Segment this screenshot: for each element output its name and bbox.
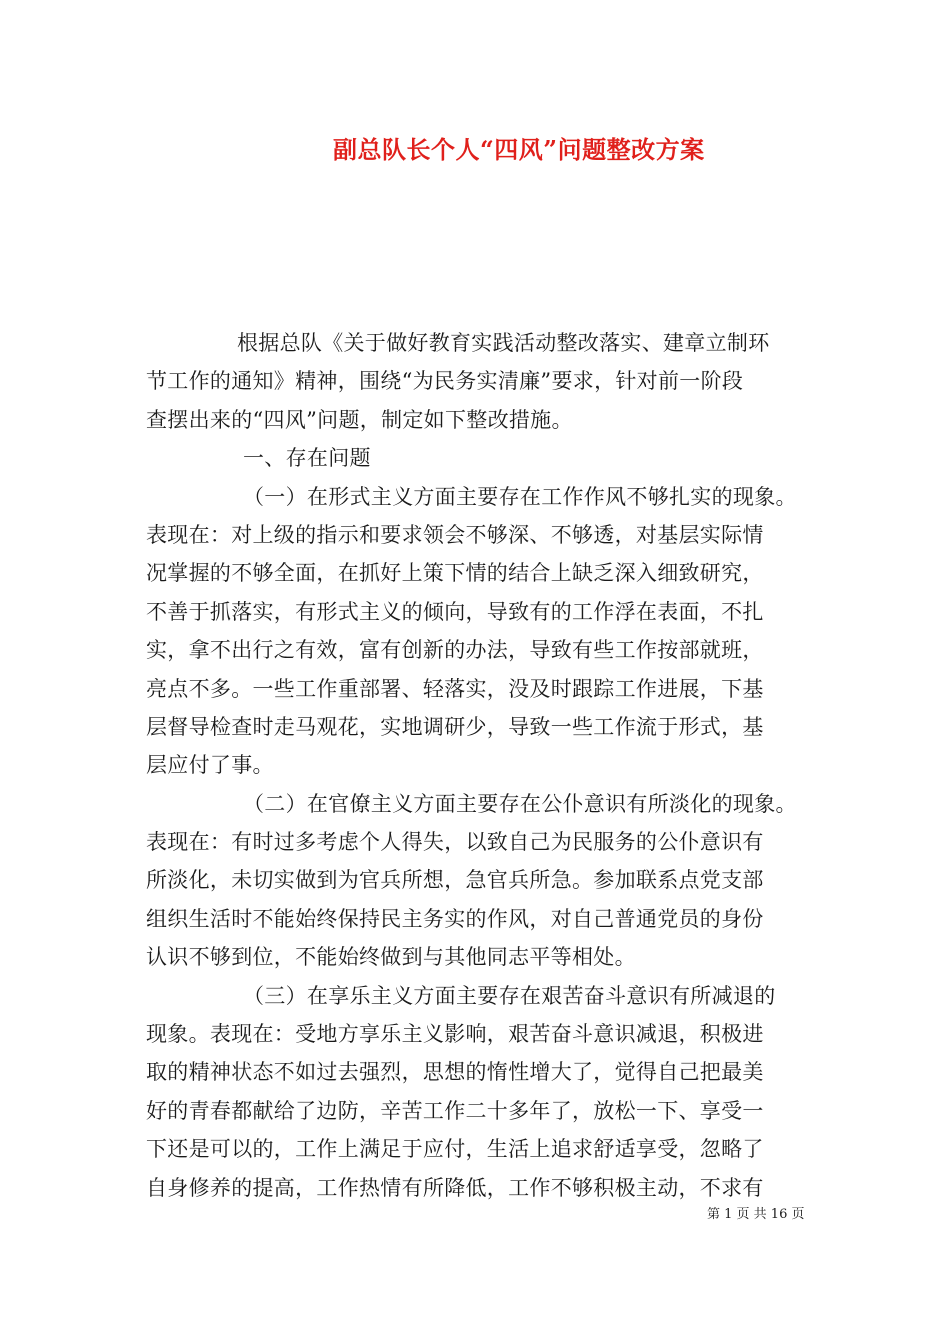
paragraph-line: 取的精神状态不如过去强烈，思想的惰性增大了，觉得自己把最美 (146, 1060, 764, 1085)
paragraph-line: 节工作的通知》精神，围绕“为民务实清廉”要求，针对前一阶段 (146, 369, 744, 394)
paragraph-line: 表现在：有时过多考虑个人得失，以致自己为民服务的公仆意识有 (146, 830, 764, 855)
paragraph-line: 所淡化，未切实做到为官兵所想，急官兵所急。参加联系点党支部 (146, 868, 764, 893)
paragraph-line: 自身修养的提高，工作热情有所降低，工作不够积极主动，不求有 (146, 1175, 764, 1200)
paragraph-line: 查摆出来的“四风”问题，制定如下整改措施。 (146, 407, 573, 432)
paragraph-line: 现象。表现在：受地方享乐主义影响，艰苦奋斗意识减退，积极进 (146, 1022, 764, 1047)
paragraph-line: 组织生活时不能始终保持民主务实的作风，对自己普通党员的身份 (146, 906, 764, 931)
paragraph-line: 层督导检查时走马观花，实地调研少，导致一些工作流于形式，基 (146, 714, 764, 739)
paragraph-line: 下还是可以的，工作上满足于应付，生活上追求舒适享受，忽略了 (146, 1137, 764, 1162)
paragraph-line: （一）在形式主义方面主要存在工作作风不够扎实的现象。 (243, 484, 797, 509)
paragraph-line: （三）在享乐主义方面主要存在艰苦奋斗意识有所减退的 (243, 983, 776, 1008)
document-title: 副总队长个人“四风”问题整改方案 (333, 135, 705, 164)
paragraph-line: 亮点不多。一些工作重部署、轻落实，没及时跟踪工作进展，下基 (146, 676, 764, 701)
paragraph-line: 况掌握的不够全面，在抓好上策下情的结合上缺乏深入细致研究， (146, 561, 764, 586)
paragraph-line: 认识不够到位，不能始终做到与其他同志平等相处。 (146, 945, 636, 970)
paragraph-line: 不善于抓落实，有形式主义的倾向，导致有的工作浮在表面，不扎 (146, 599, 764, 624)
document-body (146, 324, 826, 1207)
paragraph-line: 实，拿不出行之有效，富有创新的办法，导致有些工作按部就班， (146, 638, 764, 663)
section-heading: 一、存在问题 (243, 446, 371, 471)
paragraph-line: 表现在：对上级的指示和要求领会不够深、不够透，对基层实际情 (146, 522, 764, 547)
paragraph-line: （二）在官僚主义方面主要存在公仆意识有所淡化的现象。 (243, 791, 797, 816)
paragraph-line: 层应付了事。 (146, 753, 274, 778)
page-number: 第 1 页 共 16 页 (707, 1207, 805, 1222)
paragraph-line: 好的青春都献给了边防，辛苦工作二十多年了，放松一下、享受一 (146, 1098, 764, 1123)
paragraph-line: 根据总队《关于做好教育实践活动整改落实、建章立制环 (237, 331, 770, 355)
